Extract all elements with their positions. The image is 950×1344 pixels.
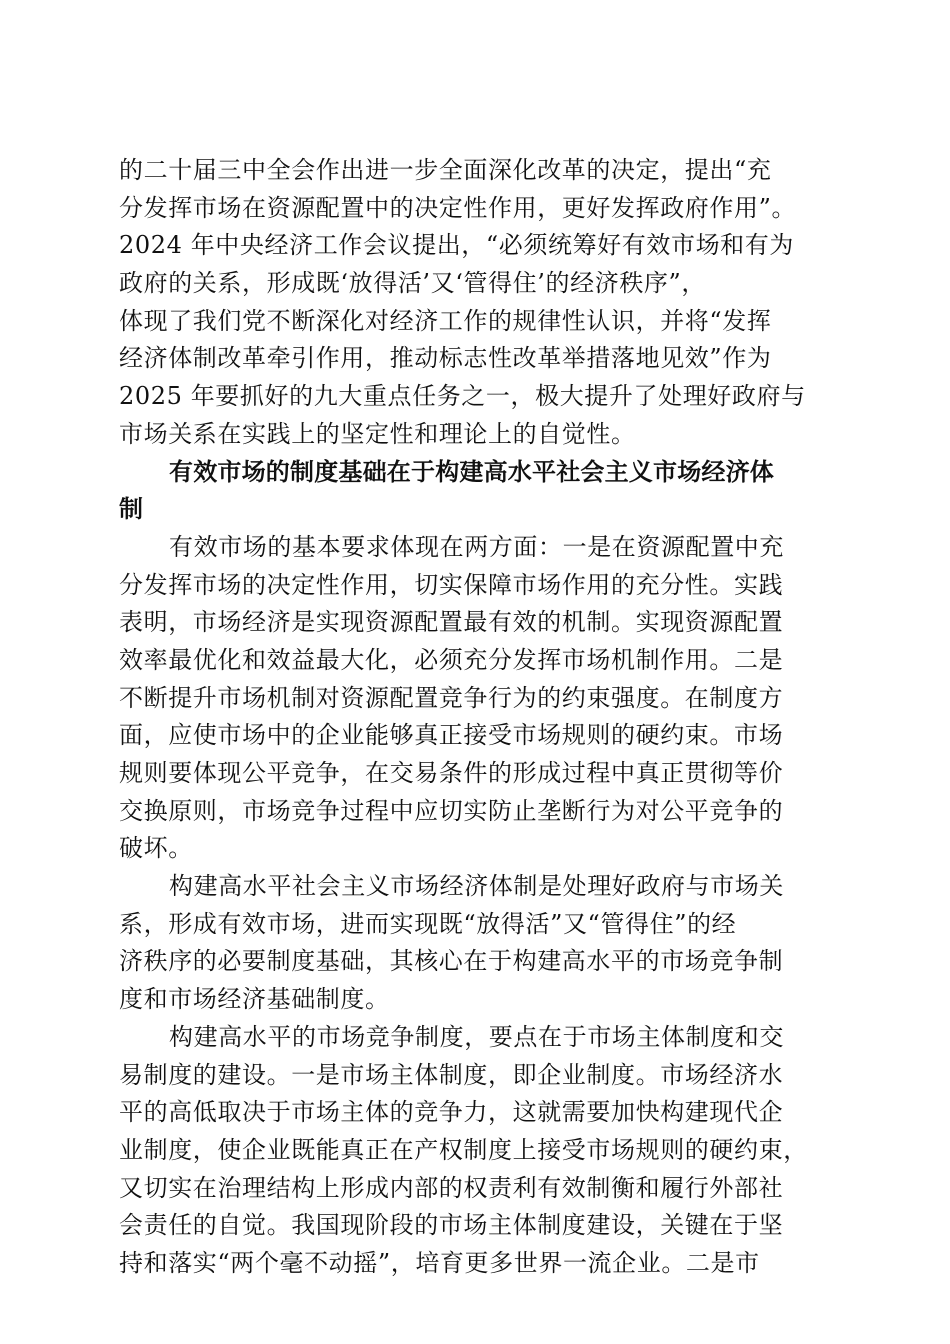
text-line: 效率最优化和效益最大化，必须充分发挥市场机制作用。二是: [119, 645, 784, 674]
text-line: 经济体制改革牵引作用，推动标志性改革举措落地见效”作为: [119, 344, 772, 373]
text-line: 有效市场的基本要求体现在两方面：一是在资源配置中充: [169, 532, 784, 561]
text-line: 业制度，使企业既能真正在产权制度上接受市场规则的硬约束，: [119, 1135, 808, 1164]
text-line: 济秩序的必要制度基础，其核心在于构建高水平的市场竞争制: [119, 947, 784, 976]
document-body: [119, 152, 831, 1283]
paragraph-institutional-basis: [119, 868, 831, 1019]
text-line: 会责任的自觉。我国现阶段的市场主体制度建设，关键在于坚: [119, 1211, 784, 1240]
paragraph-basic-requirements: [119, 529, 831, 868]
text-line: 不断提升市场机制对资源配置竞争行为的约束强度。在制度方: [119, 683, 784, 712]
text-line: 2024 年中央经济工作会议提出，“必须统筹好有效市场和有为: [119, 231, 794, 260]
heading-line: 有效市场的制度基础在于构建高水平社会主义市场经济体: [169, 457, 774, 486]
text-line: 政府的关系，形成既‘放得活’又‘管得住’的经济秩序”，: [119, 269, 706, 298]
text-line: 度和市场经济基础制度。: [119, 985, 390, 1014]
text-line: 表明，市场经济是实现资源配置最有效的机制。实现资源配置: [119, 608, 784, 637]
section-heading: [119, 454, 831, 529]
paragraph-competition-system: [119, 1019, 831, 1283]
text-line: 2025 年要抓好的九大重点任务之一，极大提升了处理好政府与: [119, 382, 806, 411]
text-line: 构建高水平社会主义市场经济体制是处理好政府与市场关: [169, 872, 784, 901]
text-line: 破坏。: [119, 834, 193, 863]
text-line: 的二十届三中全会作出进一步全面深化改革的决定，提出“充: [119, 156, 772, 184]
text-line: 又切实在治理结构上形成内部的权责利有效制衡和履行外部社: [119, 1173, 784, 1202]
text-line: 体现了我们党不断深化对经济工作的规律性认识，并将“发挥: [119, 306, 772, 335]
text-line: 分发挥市场在资源配置中的决定性作用，更好发挥政府作用”。: [119, 193, 797, 222]
text-line: 分发挥市场的决定性作用，切实保障市场作用的充分性。实践: [119, 570, 784, 599]
text-line: 系，形成有效市场，进而实现既“放得活”又“管得住”的经: [119, 909, 737, 938]
text-line: 易制度的建设。一是市场主体制度，即企业制度。市场经济水: [119, 1060, 784, 1089]
text-line: 构建高水平的市场竞争制度，要点在于市场主体制度和交: [169, 1022, 784, 1051]
intro-paragraph: [119, 152, 831, 454]
text-line: 市场关系在实践上的坚定性和理论上的自觉性。: [119, 419, 636, 448]
text-line: 平的高低取决于市场主体的竞争力，这就需要加快构建现代企: [119, 1098, 784, 1127]
text-line: 面，应使市场中的企业能够真正接受市场规则的硬约束。市场: [119, 721, 784, 750]
text-line: 交换原则，市场竞争过程中应切实防止垄断行为对公平竞争的: [119, 796, 784, 825]
heading-line: 制: [119, 495, 144, 524]
text-line: 规则要体现公平竞争，在交易条件的形成过程中真正贯彻等价: [119, 759, 784, 787]
text-line: 持和落实“两个毫不动摇”，培育更多世界一流企业。二是市: [119, 1248, 760, 1277]
